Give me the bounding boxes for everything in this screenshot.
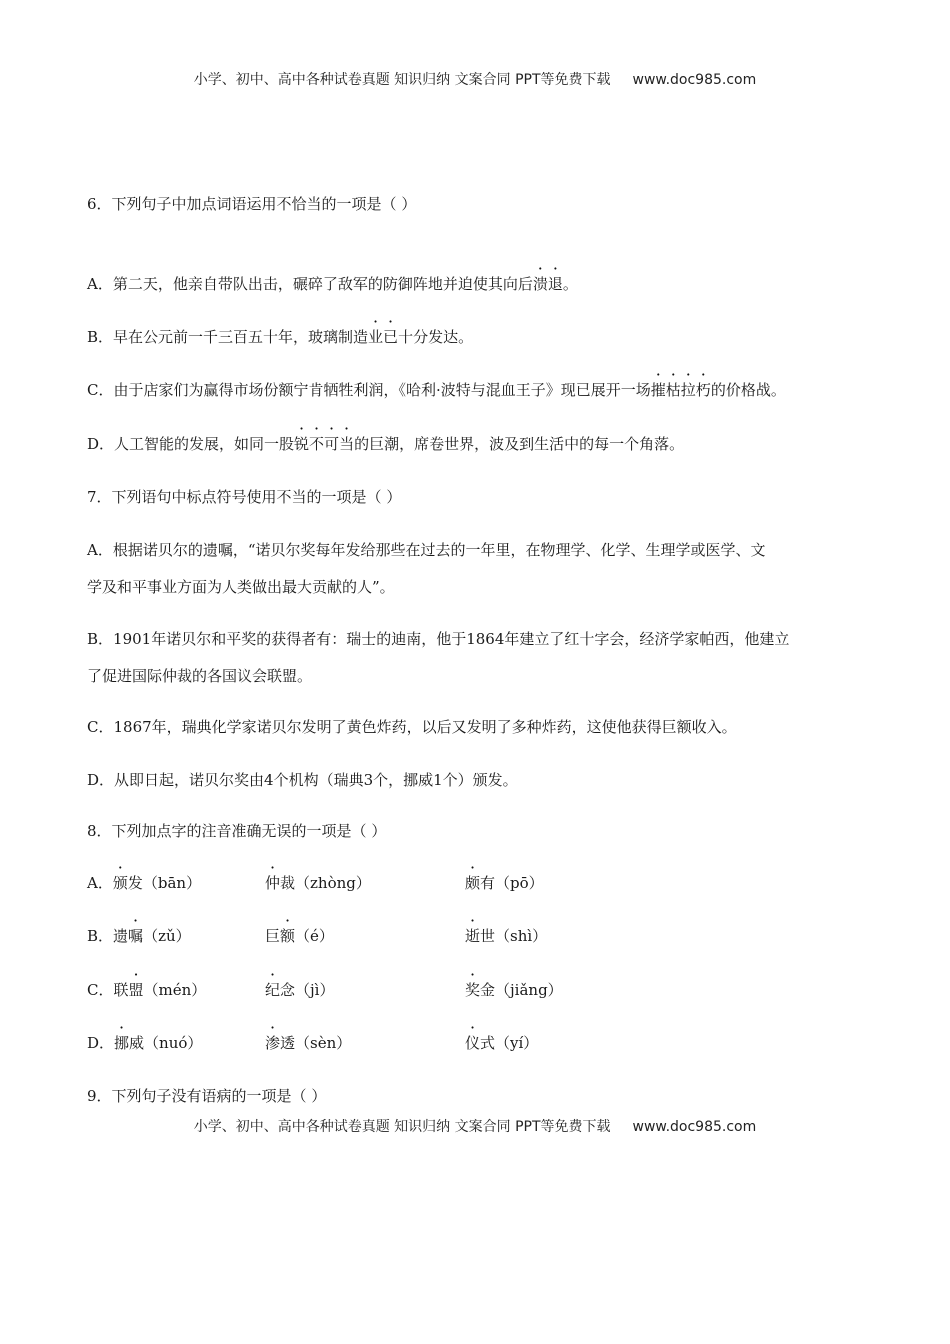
- emphasis-char: 嘱: [128, 927, 144, 945]
- header-site-link[interactable]: www.doc985.com: [632, 72, 757, 88]
- emphasis-char: 已: [383, 328, 399, 346]
- emphasis-char: 逝: [465, 927, 481, 945]
- question-8-option-c[interactable]: C．联盟（mén） 纪念（jì） 奖金（jiǎng）: [87, 981, 563, 999]
- question-7-option-b-line2[interactable]: 了促进国际仲裁的各国议会联盟。: [87, 667, 313, 685]
- question-8-stem: 8．下列加点字的注音准确无误的一项是（ ）: [87, 822, 387, 840]
- question-6-option-b[interactable]: B．早在公元前一千三百五十年，玻璃制造业已十分发达。: [87, 328, 474, 346]
- emphasis-char: 可: [324, 435, 340, 453]
- emphasis-char: 盟: [128, 981, 144, 999]
- emphasis-char: 纪: [265, 981, 281, 999]
- question-8-option-b[interactable]: B．遗嘱（zǔ） 巨额（é） 逝世（shì）: [87, 927, 548, 945]
- question-7-option-a-line2[interactable]: 学及和平事业方面为人类做出最大贡献的人”。: [87, 578, 395, 596]
- emphasis-char: 挪: [114, 1034, 130, 1052]
- emphasis-char: 渗: [265, 1034, 281, 1052]
- question-6-option-d[interactable]: D．人工智能的发展，如同一股锐不可当的巨潮，席卷世界，波及到生活中的每一个角落。: [87, 435, 685, 453]
- emphasis-char: 仲: [265, 874, 281, 892]
- emphasis-char: 锐: [294, 435, 310, 453]
- question-7-option-a-line1[interactable]: A．根据诺贝尔的遗嘱，“诺贝尔奖每年发给那些在过去的一年里，在物理学、化学、生理学或医学、文: [87, 541, 766, 559]
- emphasis-char: 业: [368, 328, 384, 346]
- header-text: 小学、初中、高中各种试卷真题 知识归纳 文案合同 PPT等免费下载: [193, 72, 611, 88]
- question-8-option-d[interactable]: D．挪威（nuó） 渗透（sèn） 仪式（yí）: [87, 1034, 539, 1052]
- emphasis-char: 当: [339, 435, 355, 453]
- question-7-option-d[interactable]: D．从即日起，诺贝尔奖由4个机构（瑞典3个，挪威1个）颁发。: [87, 771, 518, 789]
- question-6-option-c[interactable]: C．由于店家们为赢得市场份额宁肯牺牲利润，《哈利·波特与混血王子》现已展开一场摧枯拉朽的价格战。: [87, 381, 786, 399]
- emphasis-char: 仪: [465, 1034, 481, 1052]
- emphasis-char: 不: [309, 435, 325, 453]
- page-footer: [0, 1116, 950, 1136]
- footer-site-link[interactable]: www.doc985.com: [632, 1119, 757, 1135]
- emphasis-char: 拉: [680, 381, 696, 399]
- question-6-option-a[interactable]: A．第二天，他亲自带队出击，碾碎了敌军的防御阵地并迫使其向后溃退。: [87, 275, 578, 293]
- emphasis-char: 退: [547, 275, 563, 293]
- question-7-option-b-line1[interactable]: B．1901年诺贝尔和平奖的获得者有：瑞士的迪南，他于1864年建立了红十字会，经济学家帕西，他建立: [87, 630, 790, 648]
- emphasis-char: 朽: [695, 381, 711, 399]
- footer-text: 小学、初中、高中各种试卷真题 知识归纳 文案合同 PPT等免费下载: [193, 1119, 611, 1135]
- question-9-stem: 9．下列句子没有语病的一项是（ ）: [87, 1087, 327, 1105]
- emphasis-char: 枯: [665, 381, 681, 399]
- question-7-stem: 7．下列语句中标点符号使用不当的一项是（ ）: [87, 488, 402, 506]
- question-8-option-a[interactable]: A．颁发（bān） 仲裁（zhòng） 颇有（pō）: [87, 874, 544, 892]
- question-7-option-c[interactable]: C．1867年，瑞典化学家诺贝尔发明了黄色炸药，以后又发明了多种炸药，这使他获得巨额收入。: [87, 718, 737, 736]
- emphasis-char: 奖: [465, 981, 481, 999]
- emphasis-char: 颇: [465, 874, 481, 892]
- emphasis-char: 额: [280, 927, 296, 945]
- emphasis-char: 溃: [532, 275, 548, 293]
- emphasis-char: 颁: [112, 874, 128, 892]
- page-header: [0, 69, 950, 89]
- question-6-stem: 6．下列句子中加点词语运用不恰当的一项是（ ）: [87, 195, 417, 213]
- emphasis-char: 摧: [650, 381, 666, 399]
